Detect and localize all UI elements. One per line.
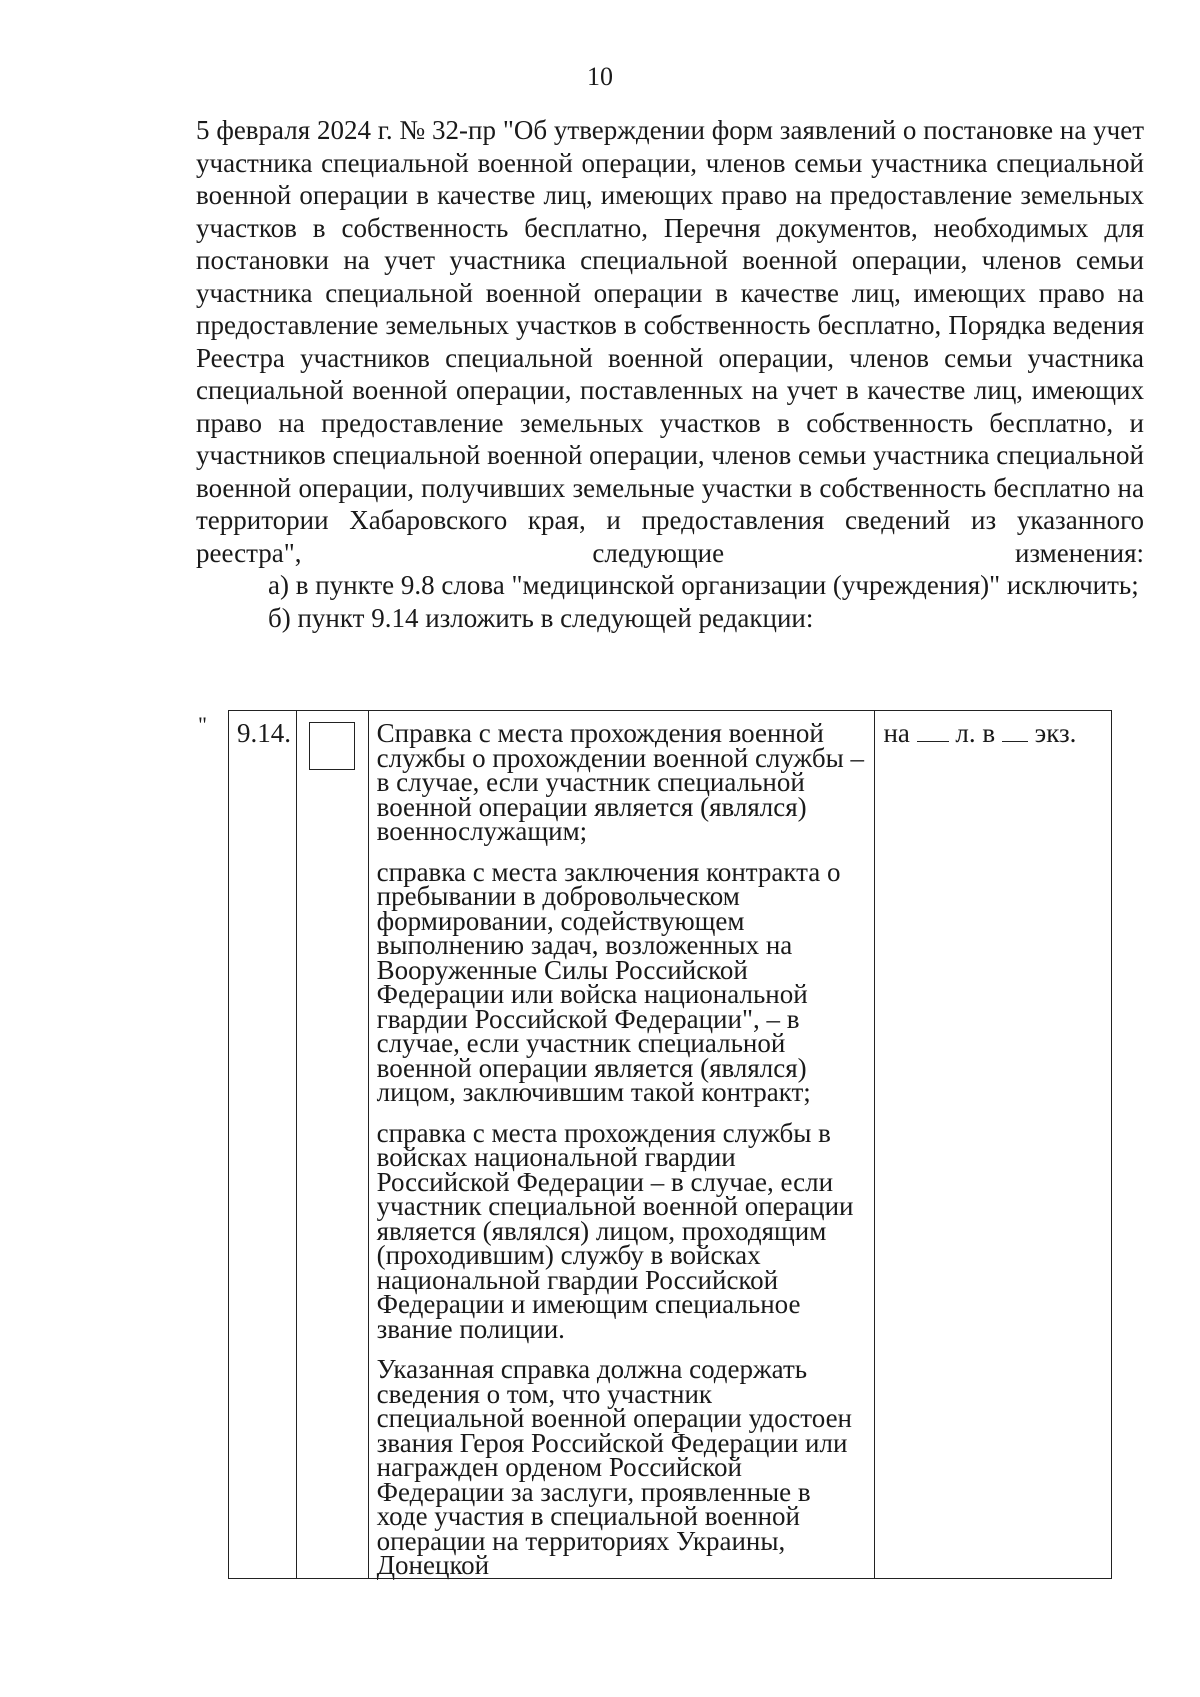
item-number: 9.14. — [237, 718, 291, 748]
opening-quote-mark: " — [198, 712, 207, 737]
qty-middle: л. в — [955, 718, 996, 748]
quantity-cell — [875, 711, 1112, 1579]
description-paragraph: справка с места заключения контракта о пребывании в добровольческом формировании, содействующем выполнению задач, возложенных на Вооруженные Силы Российской Федерации или войска национальной гвардии Российской Федерации", – в случае, если участник специальной военной операции является (являлся) лицом, заключившим такой контракт; — [376, 856, 841, 1107]
qty-suffix: экз. — [1034, 718, 1077, 748]
document-body — [196, 114, 1144, 634]
body-paragraph-a: а) в пункте 9.8 слова "медицинской организации (учреждения)" исключить; — [268, 570, 1139, 600]
description-paragraph: справка с места прохождения службы в войсках национальной гвардии Российской Федерации – в случае, если участник специальной военной операции является (являлся) лицом, проходящим (проходившим) службу в войсках национальной гвардии Российской Федерации и имеющим специальное звание полиции. — [376, 1117, 854, 1344]
sheets-count-field[interactable] — [917, 723, 949, 742]
body-paragraph-intro: 5 февраля 2024 г. № 32-пр "Об утверждении форм заявлений о постановке на учет участника специальной военной операции, членов семьи участника специальной военной операции в качестве лиц, имеющих право на предоставление земельных участков в собственность бесплатно, Перечня документов, необходимых для постановки на учет участника специальной военной операции, членов семьи участника специальной военной операции в качестве лиц, имеющих право на предоставление земельных участков в собственность бесплатно, Порядка ведения Реестра участников специальной военной операции, членов семьи участника специальной военной операции, поставленных на учет в качестве лиц, имеющих право на предоставление земельных участков в собственность бесплатно, и участников специальной военной операции, членов семьи участника специальной военной операции, получивших земельные участки в собственность бесплатно на территории Хабаровского края, и предоставления сведений из указанного реестра", следующие изменения: — [196, 115, 1144, 568]
copies-count-field[interactable] — [1002, 723, 1028, 742]
document-checkbox[interactable] — [309, 722, 355, 770]
description-cell — [368, 711, 875, 1579]
body-paragraph-b: б) пункт 9.14 изложить в следующей редакции: — [268, 602, 814, 633]
documents-table — [228, 710, 1112, 1579]
description-paragraph: Указанная справка должна содержать сведения о том, что участник специальной военной операции удостоен звания Героя Российской Федерации или награжден орденом Российской Федерации за заслуги, проявленные в ходе участия в специальной военной операции на территориях Украины, Донецкой — [376, 1354, 853, 1580]
page-number: 10 — [587, 62, 613, 91]
item-number-cell — [229, 711, 297, 1579]
checkbox-cell — [296, 711, 368, 1579]
table-row — [229, 711, 1112, 1579]
quantity-line — [883, 718, 1103, 748]
qty-prefix: на — [883, 718, 910, 748]
description-paragraph: Справка с места прохождения военной службы о прохождении военной службы – в случае, если участник специальной военной операции является (являлся) военнослужащим; — [376, 718, 864, 846]
